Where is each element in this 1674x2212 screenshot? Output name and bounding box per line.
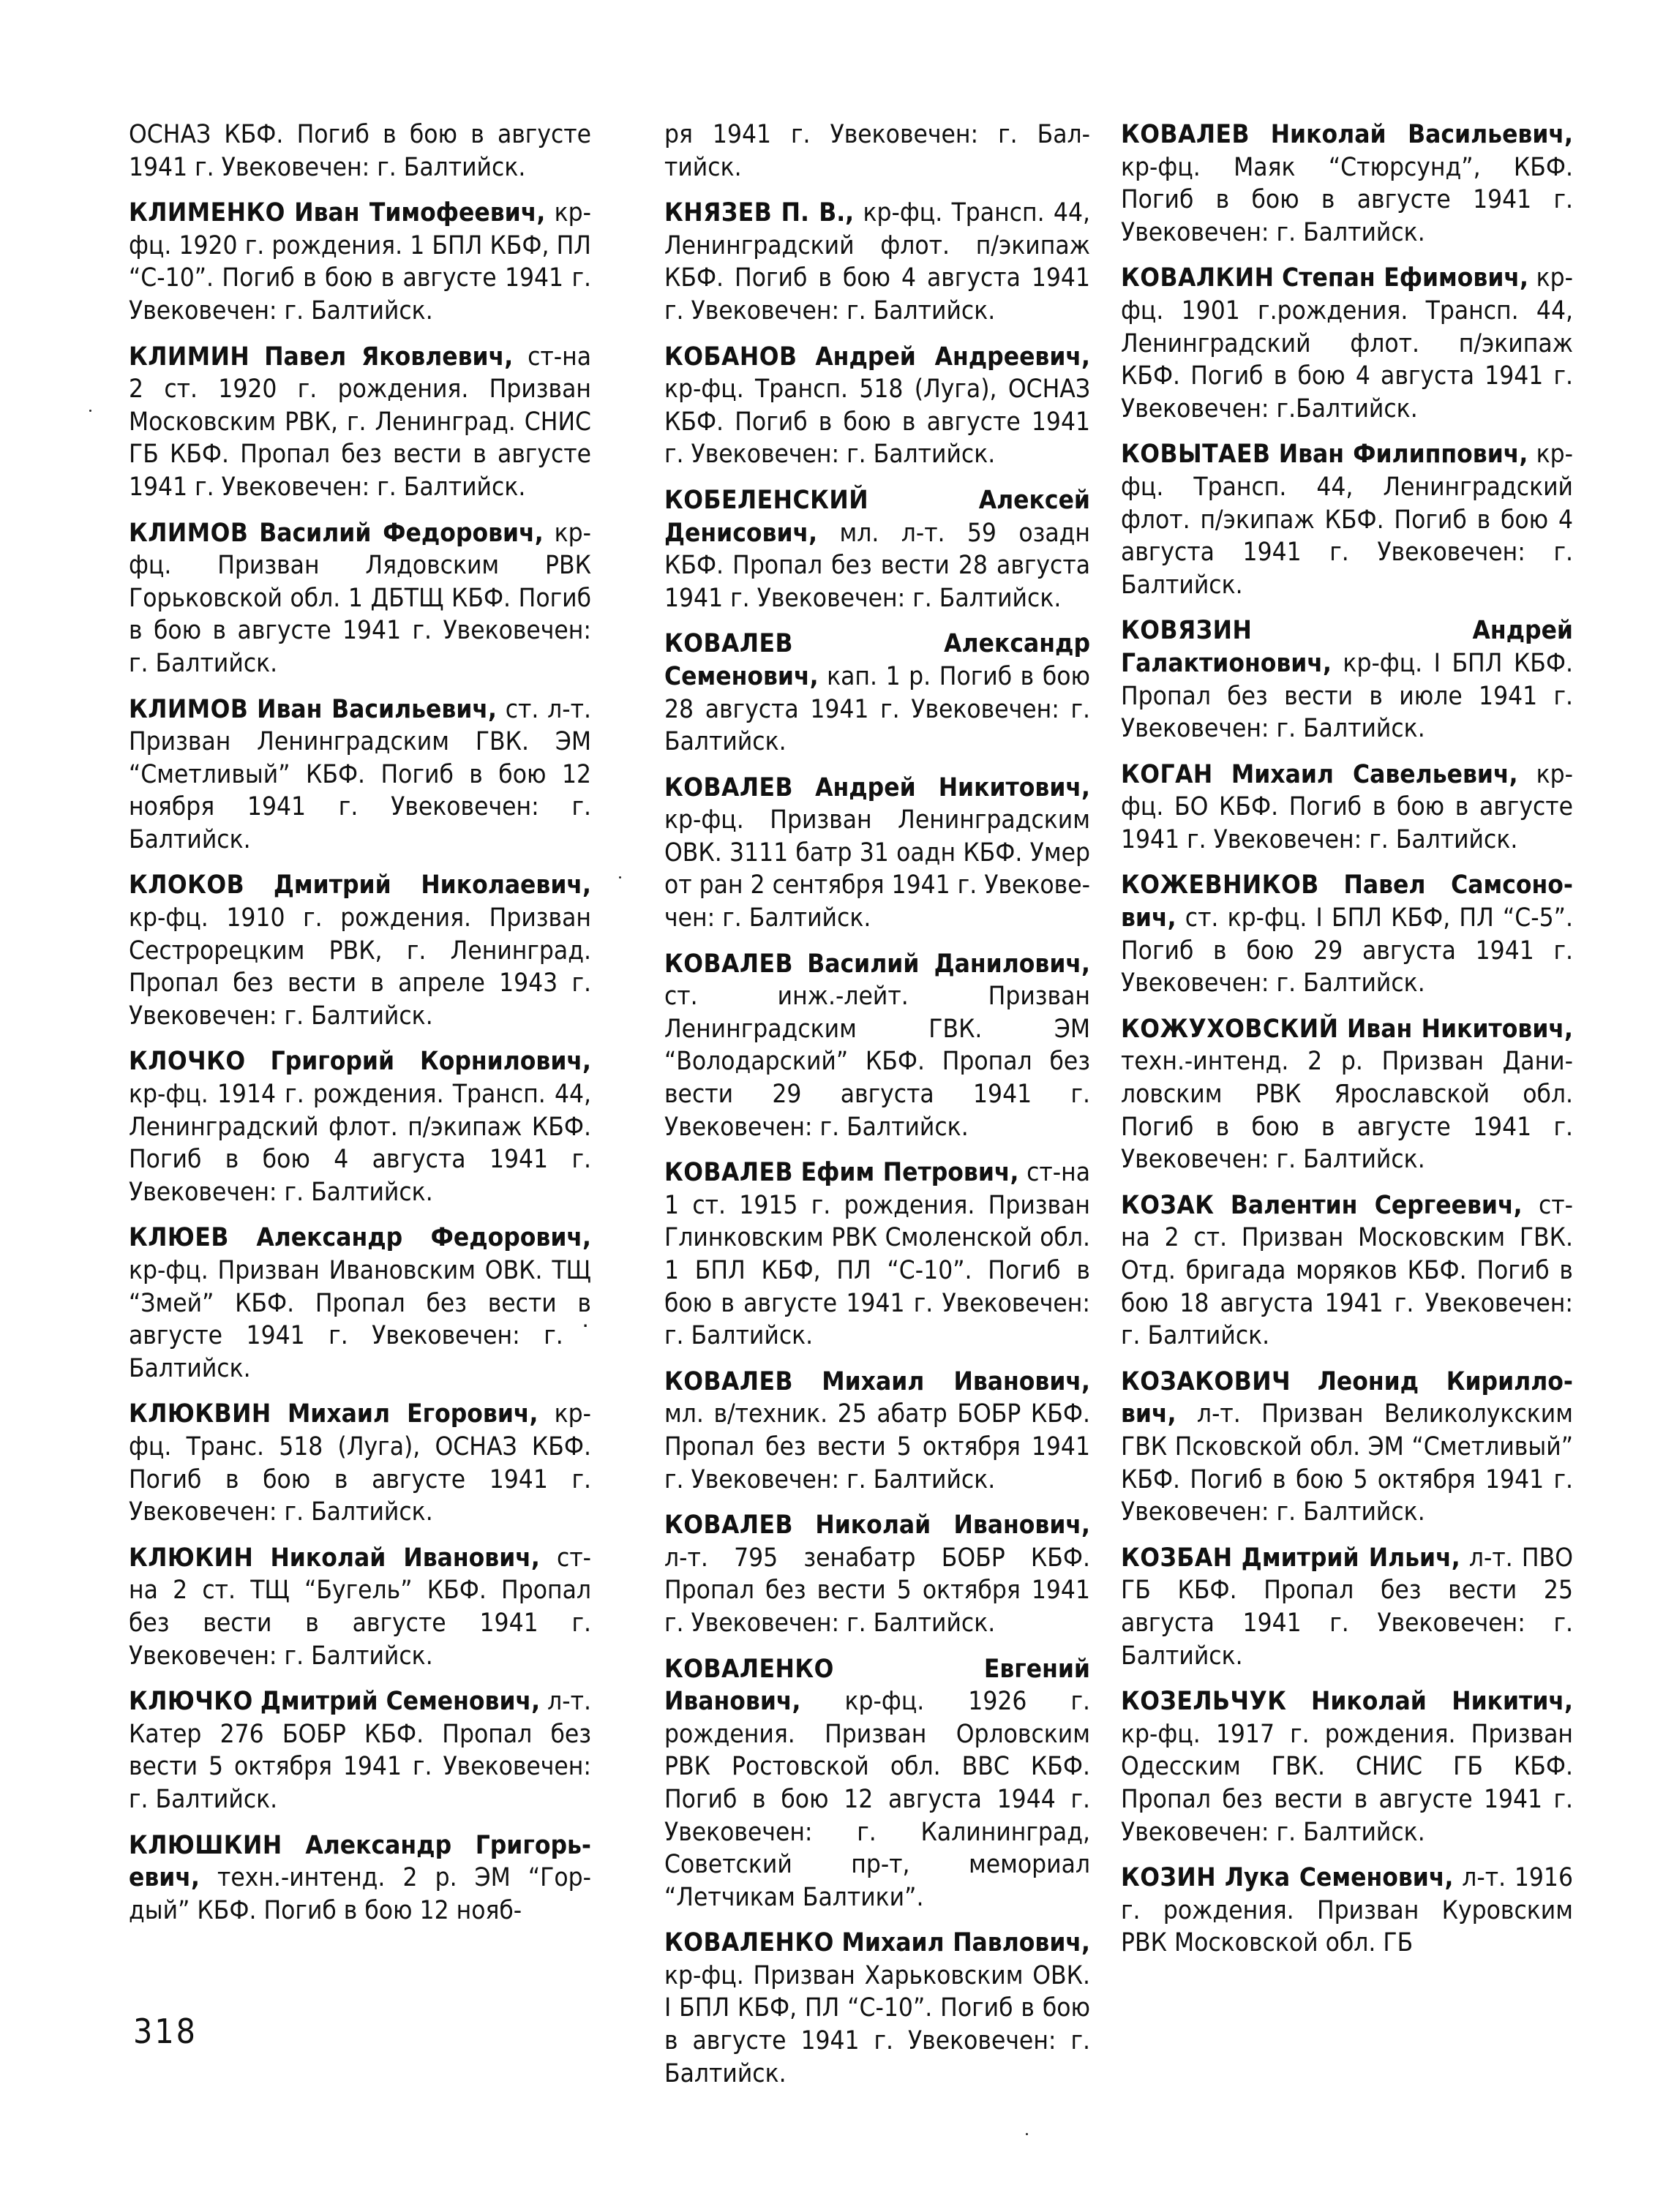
entry-surname: КОЖЕВНИКОВ	[1121, 870, 1319, 900]
entry-surname: КЛИМИН	[129, 342, 250, 372]
entry-given-name: Василий Данилович,	[807, 949, 1090, 979]
entry-surname: КОВАЛЕНКО	[664, 1928, 834, 1958]
entry-details: кр-фц. Призван Харьковским ОВК. I БПЛ КБФ, ПЛ “С-10”. Погиб в бою в августе 1941 г. Увековечен: г. Балтийск.	[664, 1960, 1090, 2088]
entry-details: кр-фц. 1917 г. рождения. Призван Одесским ГВК. СНИС ГБ КБФ. Пропал без вести в августе 1941 г. Увековечен: г. Балтийск.	[1121, 1719, 1573, 1847]
entry-details: кр-фц. Призван Лядовским РВК Горьковской обл. 1 ДБТЩ КБФ. Погиб в бою в августе 1941 г. Увековечен: г. Балтийск.	[129, 518, 591, 678]
memorial-entry	[1121, 869, 1573, 999]
entry-details: кр-фц. Призван Ленинградским ОВК. 3111 батр 31 оадн КБФ. Умер от ран 2 сентября 1941 г. Увековечен: г. Балтийск.	[664, 805, 1090, 933]
memorial-entry	[129, 693, 591, 857]
memorial-entry	[1121, 118, 1573, 249]
memorial-entry	[664, 197, 1090, 327]
entry-surname: КЛЮЕВ	[129, 1223, 229, 1253]
memorial-entry	[129, 1045, 591, 1208]
entry-surname: КНЯЗЕВ	[664, 198, 773, 228]
entry-details: техн.-интенд. 2 р. Призван Даниловским РВК Ярославской обл. Погиб в бою в августе 1941 г. Увековечен: г. Балтийск.	[1121, 1047, 1573, 1175]
memorial-entry	[129, 1829, 591, 1927]
memorial-entry	[129, 1222, 591, 1385]
memorial-entry	[664, 341, 1090, 471]
entry-surname: КОЖУХОВСКИЙ	[1121, 1014, 1339, 1044]
column-right	[1121, 118, 1573, 1973]
entry-given-name: Михаил Егорович,	[287, 1399, 538, 1429]
entry-given-name: Александр Семенович,	[664, 629, 1090, 691]
entry-details: ст-на 2 ст. 1920 г. рождения. Призван Московским РВК, г. Ленинград. СНИС ГБ КБФ. Пропал без вести в августе 1941 г. Увековечен: г. Балтийск.	[129, 342, 592, 502]
entry-given-name: Александр Федорович,	[256, 1223, 592, 1253]
entry-details: кр-фц. Трансп. 518 (Луга), ОСНАЗ КБФ. Погиб в бою в августе 1941 г. Увековечен: г. Балтийск.	[664, 375, 1090, 470]
entry-surname: КОВАЛЕВ	[664, 629, 794, 659]
entry-surname: КЛЮКВИН	[129, 1399, 271, 1429]
memorial-entry	[664, 628, 1090, 758]
entry-surname: КОБАНОВ	[664, 342, 797, 372]
entry-details: кр-фц. Призван Ивановским ОВК. ТЩ “Змей” КБФ. Пропал без вести в августе 1941 г. Увековечен: г.˙ Балтийск.	[129, 1256, 591, 1383]
entry-surname: КЛИМОВ	[129, 694, 249, 724]
entry-details: кр-фц. 1901 г.рождения. Трансп. 44, Ленинградский флот. п/экипаж КБФ. Погиб в бою 4 августа 1941 г. Увековечен: г.Балтийск.	[1121, 263, 1573, 424]
entry-given-name: Михаил Павлович,	[841, 1928, 1091, 1958]
entry-details: ст. инж.-лейт. Призван Ленинградским ГВК. ЭМ “Володарский” КБФ. Пропал без вести 29 августа 1941 г. Увековечен: г. Балтийск.	[664, 982, 1090, 1142]
column-middle	[664, 118, 1090, 2103]
entry-details: л-т. ПВО ГБ КБФ. Пропал без вести 25 августа 1941 г. Увековечен: г. Балтийск.	[1121, 1543, 1573, 1671]
print-speck	[619, 876, 621, 879]
entry-details: кр-фц. 1910 г. рождения. Призван Сестрорецким РВК, г. Ленинград. Пропал без вести в апреле 1943 г. Увековечен: г. Балтийск.	[129, 903, 591, 1031]
entry-details: кр-фц. I БПЛ КБФ. Пропал без вести в июле 1941 г. Увековечен: г. Балтийск.	[1121, 648, 1573, 744]
memorial-entry	[664, 948, 1090, 1144]
entry-details: кр-фц. Трансп. 44, Ленинградский флот. п/экипаж КБФ. Погиб в бою 4 августа 1941 г. Увековечен: г. Балтийск.	[664, 198, 1090, 326]
entry-surname: КОВАЛЕВ	[664, 772, 794, 802]
entry-details: ст-на 1 ст. 1915 г. рождения. Призван Глинковским РВК Смоленской обл. 1 БПЛ КБФ, ПЛ “С-10”. Погиб в бою в августе 1941 г. Увековечен: г. Балтийск.	[664, 1158, 1090, 1351]
print-speck	[1026, 2133, 1028, 2135]
entry-given-name: Александр Григорьевич,	[129, 1830, 591, 1893]
entry-surname: КЛИМЕНКО	[129, 198, 285, 228]
entry-details: ст. кр-фц. I БПЛ КБФ, ПЛ “С-5”. Погиб в бою 29 августа 1941 г. Увековечен: г. Балтийск.	[1121, 903, 1573, 998]
entry-given-name: Василий Федорович,	[259, 518, 544, 548]
entry-surname: КОЗЕЛЬЧУК	[1121, 1687, 1287, 1717]
entry-surname: КОВАЛКИН	[1121, 263, 1275, 293]
entry-details: техн.-интенд. 2 р. ЭМ “Гордый” КБФ. Погиб в бою 12 нояб-	[129, 1863, 591, 1925]
memorial-entry	[129, 1685, 591, 1816]
memorial-entry	[664, 772, 1090, 935]
continued-entry-text: ОСНАЗ КБФ. Погиб в бою в августе 1941 г. Увековечен: г. Балтийск.	[129, 120, 591, 182]
entry-given-name: П. В.,	[781, 198, 855, 228]
entry-surname: КОВАЛЕВ	[664, 949, 794, 979]
entry-surname: КОВАЛЕВ	[664, 1366, 794, 1396]
entry-surname: КЛОКОВ	[129, 870, 245, 900]
memorial-entry	[1121, 759, 1573, 857]
entry-details: ст. л-т. Призван Ленинградским ГВК. ЭМ “Сметливый” КБФ. Погиб в бою 12 ноября 1941 г. Увековечен: г. Балтийск.	[129, 694, 591, 854]
entry-surname: КОВЯЗИН	[1121, 616, 1253, 646]
entry-given-name: Григорий Корнилович,	[270, 1047, 591, 1077]
memorial-entry	[129, 197, 591, 327]
column-left	[129, 118, 591, 1940]
page-number: 318	[133, 2012, 198, 2051]
entry-given-name: Павел Яковлевич,	[264, 342, 514, 372]
memorial-entry	[1121, 1013, 1573, 1176]
entry-given-name: Иван Васильевич,	[257, 694, 497, 724]
memorial-entry	[1121, 1189, 1573, 1353]
entry-given-name: Иван Никитович,	[1346, 1014, 1573, 1044]
entry-given-name: Алексей Денисович,	[664, 485, 1090, 548]
continued-entry-text: ря 1941 г. Увековечен: г. Балтийск.	[664, 120, 1090, 182]
entry-given-name: Леонид Кириллович,	[1121, 1366, 1573, 1429]
entry-surname: КОВЫТАЕВ	[1121, 440, 1271, 470]
entry-given-name: Николай Никитич,	[1310, 1687, 1573, 1717]
entry-given-name: Николай Васильевич,	[1270, 120, 1574, 149]
entry-details: кр-фц. 1926 г. рождения. Призван Орловским РВК Ростовской обл. ВВС КБФ. Погиб в бою 12 августа 1944 г. Увековечен: г. Калининград, Советский пр-т, мемориал “Летчикам Балтики”.	[664, 1687, 1090, 1912]
entry-given-name: Степан Ефимович,	[1282, 263, 1528, 293]
entry-details: мл. л-т. 59 озадн КБФ. Пропал без вести 28 августа 1941 г. Увековечен: г. Балтийск.	[664, 518, 1090, 613]
entry-surname: КОВАЛЕВ	[664, 1511, 794, 1540]
entry-details: л-т. Катер 276 БОБР КБФ. Пропал без вести 5 октября 1941 г. Увековечен: г. Балтийск.	[129, 1687, 592, 1814]
memorial-entry	[664, 1366, 1090, 1496]
entry-given-name: Дмитрий Ильич,	[1241, 1543, 1460, 1573]
entry-surname: КОЗАК	[1121, 1190, 1215, 1220]
memorial-entry	[664, 1653, 1090, 1914]
entry-surname: КОЗИН	[1121, 1863, 1217, 1893]
entry-given-name: Евгений Иванович,	[664, 1654, 1090, 1717]
entry-given-name: Андрей Никитович,	[815, 772, 1091, 802]
entry-details: ст-на 2 ст. ТЩ “Бугель” КБФ. Пропал без вести в августе 1941 г. Увековечен: г. Балтийск.	[129, 1543, 592, 1671]
entry-details: мл. в/техник. 25 абатр БОБР КБФ. Пропал без вести 5 октября 1941 г. Увековечен: г. Балтийск.	[664, 1399, 1090, 1494]
entry-surname: КОВАЛЕВ	[664, 1158, 794, 1188]
print-speck	[89, 410, 91, 412]
entry-details: кр-фц. БО КБФ. Погиб в бою в августе 1941 г. Увековечен: г. Балтийск.	[1121, 759, 1573, 854]
entry-given-name: Валентин Сергеевич,	[1230, 1190, 1523, 1220]
entry-surname: КЛЮЧКО	[129, 1687, 253, 1717]
entry-details: л-т. Призван Великолукским ГВК Псковской обл. ЭМ “Сметливый” КБФ. Погиб в бою 5 октября 1941 г. Увековечен: г. Балтийск.	[1121, 1399, 1573, 1527]
entry-surname: КОЗБАН	[1121, 1543, 1233, 1573]
memorial-entry	[664, 484, 1090, 614]
entry-surname: КЛЮКИН	[129, 1543, 254, 1573]
memorial-entry	[1121, 262, 1573, 425]
memorial-entry	[129, 869, 591, 1032]
entry-details: кр-фц. Маяк “Стюрсунд”, КБФ. Погиб в бою в августе 1941 г. Увековечен: г. Балтийск.	[1121, 152, 1573, 247]
entry-details: кап. 1 р. Погиб в бою 28 августа 1941 г. Увековечен: г. Балтийск.	[664, 661, 1090, 757]
memorial-entry	[1121, 614, 1573, 745]
entry-surname: КОБЕЛЕНСКИЙ	[664, 485, 869, 515]
entry-given-name: Николай Иванович,	[815, 1511, 1090, 1540]
entry-surname: КЛОЧКО	[129, 1047, 246, 1077]
entry-surname: КОВАЛЕНКО	[664, 1654, 834, 1684]
entry-given-name: Дмитрий Семенович,	[260, 1687, 541, 1717]
memorial-entry	[129, 341, 591, 504]
memorial-entry	[1121, 1862, 1573, 1960]
memorial-entry	[664, 1156, 1090, 1353]
memorial-entry	[664, 1509, 1090, 1639]
entry-details: кр-фц. 1920 г. рождения. 1 БПЛ КБФ, ПЛ “С-10”. Погиб в бою в августе 1941 г. Увековечен: г. Балтийск.	[129, 198, 591, 326]
memorial-entry	[1121, 1366, 1573, 1529]
memorial-entry	[1121, 438, 1573, 601]
entry-given-name: Михаил Савельевич,	[1231, 759, 1518, 789]
entry-details: л-т. 795 зенабатр БОБР КБФ. Пропал без вести 5 октября 1941 г. Увековечен: г. Балтийск.	[664, 1543, 1090, 1638]
entry-given-name: Иван Тимофеевич,	[294, 198, 546, 228]
entry-details: кр-фц. Трансп. 44, Ленинградский флот. п/экипаж КБФ. Погиб в бою 4 августа 1941 г. Увековечен: г. Балтийск.	[1121, 440, 1573, 600]
entry-details: л-т. 1916 г. рождения. Призван Куровским РВК Московской обл. ГБ	[1121, 1863, 1573, 1958]
memorial-entry	[129, 1542, 591, 1672]
entry-given-name: Андрей Андреевич,	[815, 342, 1091, 372]
entry-given-name: Лука Семенович,	[1224, 1863, 1454, 1893]
entry-given-name: Андрей Галактионович,	[1121, 616, 1573, 678]
entry-surname: КЛИМОВ	[129, 518, 249, 548]
entry-given-name: Иван Филиппович,	[1278, 440, 1528, 470]
entry-details: кр-фц. Транс. 518 (Луга), ОСНАЗ КБФ. Погиб в бою в августе 1941 г. Увековечен: г. Балтийск.	[129, 1399, 591, 1527]
entry-details: ст-на 2 ст. Призван Московским ГВК. Отд. бригада моряков КБФ. Погиб в бою 18 августа 1941 г. Увековечен: г. Балтийск.	[1121, 1190, 1574, 1351]
entry-details: кр-фц. 1914 г. рождения. Трансп. 44, Ленинградский флот. п/экипаж КБФ. Погиб в бою 4 августа 1941 г. Увековечен: г. Балтийск.	[129, 1080, 591, 1207]
entry-given-name: Михаил Иванович,	[822, 1366, 1090, 1396]
entry-given-name: Николай Иванович,	[270, 1543, 540, 1573]
entry-surname: КОВАЛЕВ	[1121, 120, 1250, 149]
memorial-entry	[1121, 1685, 1573, 1848]
entry-surname: КОЗАКОВИЧ	[1121, 1366, 1291, 1396]
memorial-entry	[1121, 1542, 1573, 1672]
entry-given-name: Ефим Петрович,	[800, 1158, 1019, 1188]
memorial-entry	[129, 1398, 591, 1528]
entry-given-name: Павел Самсонович,	[1121, 870, 1573, 933]
memorial-entry	[129, 517, 591, 680]
entry-surname: КЛЮШКИН	[129, 1830, 282, 1860]
memorial-entry	[664, 1927, 1090, 2090]
entry-given-name: Дмитрий Николаевич,	[273, 870, 591, 900]
entry-surname: КОГАН	[1121, 759, 1213, 789]
